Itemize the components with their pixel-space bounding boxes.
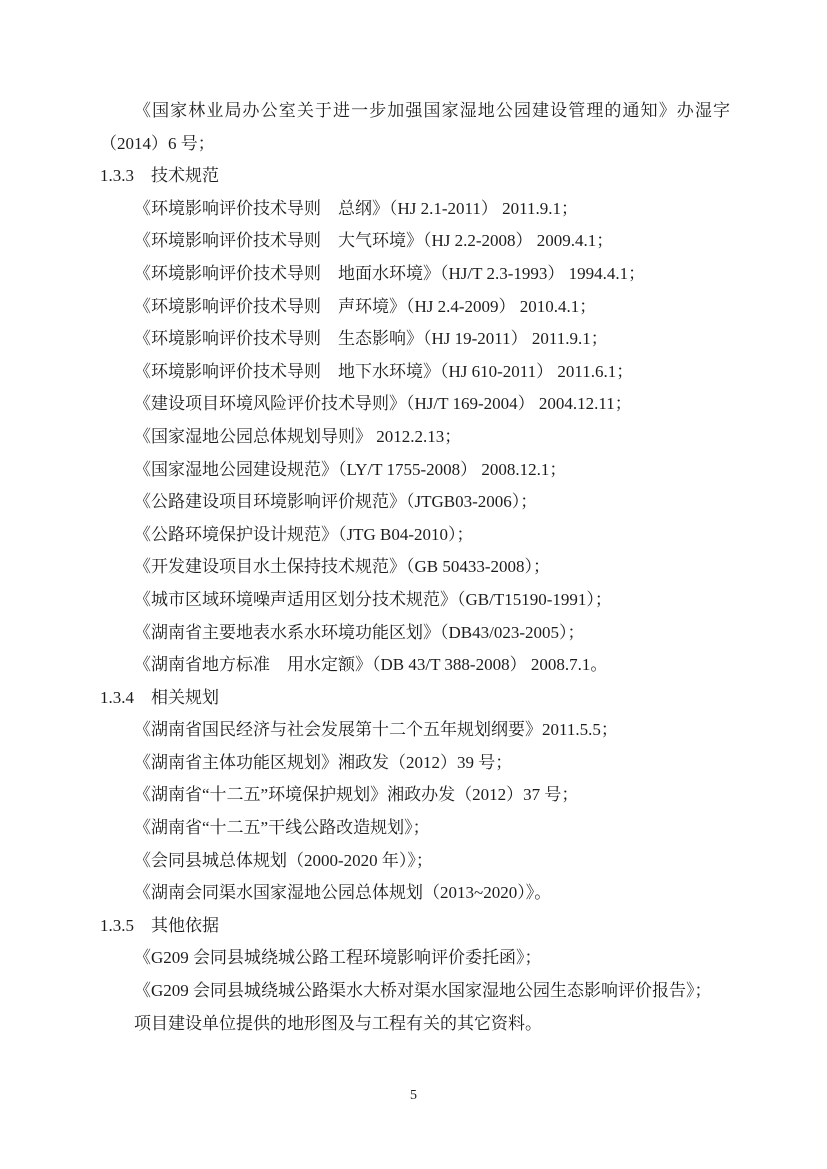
document-line: 《公路环境保护设计规范》（JTG B04-2010）； (134, 524, 474, 544)
document-line: 《环境影响评价技术导则 地下水环境》（HJ 610-2011） 2011.6.1； (134, 361, 634, 381)
document-line: 项目建设单位提供的地形图及与工程有关的其它资料。 (134, 1013, 542, 1033)
document-line: 《湖南会同渠水国家湿地公园总体规划（2013~2020）》。 (134, 883, 552, 903)
document-content (100, 95, 730, 1040)
document-line: 《湖南省主要地表水系水环境功能区划》（DB43/023-2005）； (134, 622, 585, 642)
section-number: 1.3.5 (100, 915, 134, 935)
document-line: 《湖南省主体功能区规划》湘政发（2012）39 号； (134, 752, 513, 772)
document-line: 《G209 会同县城绕城公路渠水大桥对渠水国家湿地公园生态影响评价报告》； (134, 981, 712, 1001)
document-line: 《湖南省地方标准 用水定额》（DB 43/T 388-2008） 2008.7.1。 (134, 655, 608, 675)
document-line: 《国家湿地公园建设规范》（LY/T 1755-2008） 2008.12.1； (134, 459, 567, 479)
section-title: 其他依据 (151, 915, 219, 935)
document-line: 《会同县城总体规划（2000-2020 年）》； (134, 850, 433, 870)
section-title: 相关规划 (151, 687, 219, 707)
document-line: 《湖南省“十二五”干线公路改造规划》； (134, 818, 430, 838)
page-number: 5 (410, 1088, 417, 1103)
section-number: 1.3.3 (100, 166, 134, 186)
section-heading (100, 910, 730, 943)
section-heading (100, 682, 730, 715)
document-line: 《国家湿地公园总体规划导则》 2012.2.13； (134, 426, 462, 446)
document-line: 《湖南省国民经济与社会发展第十二个五年规划纲要》2011.5.5； (134, 720, 618, 740)
document-line: （2014）6 号； (100, 133, 215, 153)
document-line: 《环境影响评价技术导则 地面水环境》（HJ/T 2.3-1993） 1994.4.1； (134, 263, 646, 283)
document-line: 《环境影响评价技术导则 总纲》（HJ 2.1-2011） 2011.9.1； (134, 198, 579, 218)
document-line: 《开发建设项目水土保持技术规范》（GB 50433-2008）； (134, 557, 551, 577)
section-heading (100, 160, 730, 193)
document-line: 《环境影响评价技术导则 生态影响》（HJ 19-2011） 2011.9.1； (134, 329, 608, 349)
document-line: 《公路建设项目环境影响评价规范》（JTGB03-2006）； (134, 492, 538, 512)
document-line: 《G209 会同县城绕城公路工程环境影响评价委托函》； (134, 948, 542, 968)
section-number: 1.3.4 (100, 687, 134, 707)
document-line: 《城市区域环境噪声适用区划分技术规范》（GB/T15190-1991）； (134, 589, 612, 609)
document-line: 《湖南省“十二五”环境保护规划》湘政办发（2012）37 号； (134, 785, 579, 805)
document-line: 《环境影响评价技术导则 大气环境》（HJ 2.2-2008） 2009.4.1； (134, 231, 614, 251)
document-line: 《环境影响评价技术导则 声环境》（HJ 2.4-2009） 2010.4.1； (134, 296, 597, 316)
section-title: 技术规范 (151, 166, 219, 186)
document-line: 《建设项目环境风险评价技术导则》（HJ/T 169-2004） 2004.12.11； (134, 394, 632, 414)
document-line: 《国家林业局办公室关于进一步加强国家湿地公园建设管理的通知》办湿字 (134, 101, 730, 120)
